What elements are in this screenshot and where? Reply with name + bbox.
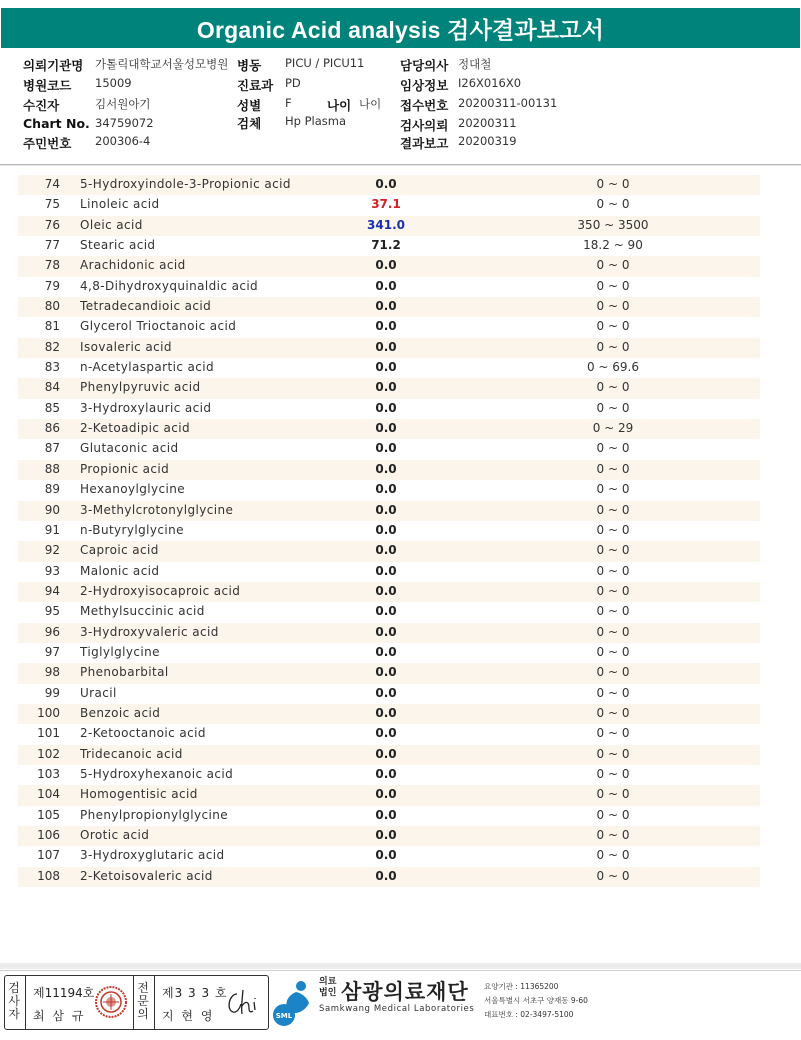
result-value: 0.0: [375, 461, 397, 476]
sml-logo-text: SML: [275, 1012, 293, 1020]
specialist-name: 지 현 영: [162, 1009, 215, 1023]
table-row: [18, 277, 760, 297]
table-row: [18, 867, 760, 887]
analyte-name: Stearic acid: [80, 238, 156, 253]
signature-box: [4, 975, 269, 1030]
sex-value: F: [285, 96, 292, 110]
reference-range: 0 ~ 0: [596, 258, 630, 273]
analyte-name: Glutaconic acid: [80, 441, 179, 456]
ward-value: PICU / PICU11: [285, 56, 365, 70]
header-divider-shadow: [0, 165, 801, 166]
row-number: 101: [37, 726, 60, 741]
footer-divider-line: [0, 970, 801, 971]
result-value: 0.0: [375, 177, 397, 191]
result-value: 37.1: [371, 197, 401, 212]
age-label: 나이: [327, 98, 352, 113]
row-number: 74: [44, 177, 60, 191]
table-row: [18, 724, 760, 744]
organization-english-name: Samkwang Medical Laboratories: [319, 1004, 475, 1014]
table-row: [18, 826, 760, 846]
reference-range: 0 ~ 0: [596, 583, 630, 598]
table-row: [18, 480, 760, 500]
hospital-code-value: 15009: [95, 76, 132, 90]
request-date-label: 검사의뢰: [400, 118, 449, 133]
reference-range: 0 ~ 0: [596, 828, 630, 842]
row-number: 85: [44, 400, 60, 415]
reference-range: 0 ~ 0: [596, 665, 630, 680]
results-table: [18, 175, 760, 887]
reference-range: 0 ~ 29: [592, 421, 634, 436]
result-value: 0.0: [375, 522, 397, 537]
row-number: 99: [44, 685, 60, 700]
specimen-value: Hp Plasma: [285, 114, 347, 128]
table-row: [18, 419, 760, 439]
report-date-label: 결과보고: [400, 136, 449, 151]
reference-range: 0 ~ 0: [596, 705, 630, 720]
org-type-label: [319, 977, 336, 999]
result-value: 0.0: [375, 828, 397, 842]
result-value: 0.0: [375, 766, 397, 781]
row-number: 98: [44, 665, 60, 680]
analyte-name: 2-Hydroxyisocaproic acid: [80, 583, 241, 598]
analyte-name: 2-Ketoadipic acid: [80, 421, 191, 436]
analyte-name: Oleic acid: [80, 217, 143, 232]
result-value: 0.0: [375, 685, 397, 700]
row-number: 100: [37, 705, 60, 720]
row-number: 105: [37, 807, 60, 822]
specimen-label: 검체: [237, 116, 262, 131]
report-date-value: 20200319: [458, 134, 517, 148]
resident-no-value: 200306-4: [95, 134, 151, 148]
analyte-name: Isovaleric acid: [80, 339, 172, 354]
age-value: 나이: [359, 97, 382, 111]
row-number: 93: [44, 563, 60, 578]
signature-separator: [154, 976, 155, 1029]
reference-range: 0 ~ 0: [596, 563, 630, 578]
analyte-name: n-Butyrylglycine: [80, 522, 184, 537]
examiner-seal-icon: [94, 985, 128, 1019]
table-row: [18, 663, 760, 683]
row-number: 78: [44, 258, 60, 273]
table-row: [18, 785, 760, 805]
analyte-name: 2-Ketoisovaleric acid: [80, 868, 213, 883]
receipt-no-label: 접수번호: [400, 98, 449, 113]
reference-range: 350 ~ 3500: [577, 217, 649, 232]
table-row: [18, 562, 760, 582]
result-value: 0.0: [375, 441, 397, 456]
examiner-license-no: 제11194호: [33, 986, 95, 1000]
result-value: 0.0: [375, 502, 397, 517]
table-row: [18, 460, 760, 480]
row-number: 106: [37, 828, 60, 842]
result-value: 0.0: [375, 624, 397, 639]
reference-range: 0 ~ 0: [596, 441, 630, 456]
chart-no-value: 34759072: [95, 116, 154, 130]
specialist-signature-icon: [223, 986, 263, 1020]
analyte-name: n-Acetylaspartic acid: [80, 360, 215, 375]
analyte-name: 3-Hydroxyglutaric acid: [80, 848, 225, 863]
table-row: [18, 704, 760, 724]
analyte-name: Hexanoylglycine: [80, 482, 186, 497]
reference-range: 0 ~ 0: [596, 644, 630, 659]
table-row: [18, 358, 760, 378]
report-title: Organic Acid analysis 검사결과보고서: [1, 8, 800, 48]
row-number: 82: [44, 339, 60, 354]
row-number: 95: [44, 604, 60, 619]
reference-range: 0 ~ 0: [596, 685, 630, 700]
org-type-line1: 의료: [319, 977, 337, 987]
analyte-name: 3-Hydroxyvaleric acid: [80, 624, 219, 639]
doctor-value: 정대철: [458, 57, 492, 71]
table-row: [18, 256, 760, 276]
table-row: [18, 541, 760, 561]
footer-divider: [0, 963, 801, 969]
row-number: 90: [44, 502, 60, 517]
row-number: 102: [37, 746, 60, 761]
reference-range: 0 ~ 0: [596, 197, 630, 212]
analyte-name: 3-Hydroxylauric acid: [80, 400, 212, 415]
row-number: 92: [44, 543, 60, 558]
row-number: 84: [44, 380, 60, 395]
result-value: 0.0: [375, 807, 397, 822]
sex-label: 성별: [237, 98, 262, 113]
result-value: 0.0: [375, 746, 397, 761]
result-value: 0.0: [375, 787, 397, 802]
reference-range: 0 ~ 0: [596, 868, 630, 883]
reference-range: 0 ~ 0: [596, 299, 630, 314]
analyte-name: 3-Methylcrotonylglycine: [80, 502, 234, 517]
row-number: 79: [44, 278, 60, 293]
sml-logo-icon: [271, 977, 317, 1031]
institution-label: 의뢰기관명: [23, 58, 84, 73]
reference-range: 0 ~ 0: [596, 339, 630, 354]
analyte-name: Arachidonic acid: [80, 258, 186, 273]
result-value: 0.0: [375, 339, 397, 354]
hospital-code-label: 병원코드: [23, 78, 72, 93]
table-row: [18, 195, 760, 215]
result-value: 0.0: [375, 644, 397, 659]
specialist-vertical-label: 전문의: [137, 981, 149, 1021]
analyte-name: 5-Hydroxyindole-3-Propionic acid: [80, 177, 291, 191]
reference-range: 0 ~ 69.6: [586, 360, 640, 375]
patient-info-section: [0, 52, 801, 164]
reference-range: 0 ~ 0: [596, 726, 630, 741]
organization-address: 서울특별시 서초구 양재동 9-60: [484, 996, 588, 1005]
table-row: [18, 236, 760, 256]
result-value: 0.0: [375, 400, 397, 415]
resident-no-label: 주민번호: [23, 136, 72, 151]
result-value: 0.0: [375, 665, 397, 680]
result-value: 71.2: [371, 238, 401, 253]
ward-label: 병동: [237, 58, 262, 73]
patient-label: 수진자: [23, 98, 60, 113]
result-value: 341.0: [367, 217, 405, 232]
table-row: [18, 602, 760, 622]
reference-range: 0 ~ 0: [596, 461, 630, 476]
department-value: PD: [285, 76, 301, 90]
analyte-name: Benzoic acid: [80, 705, 161, 720]
reference-range: 0 ~ 0: [596, 604, 630, 619]
analyte-name: Methylsuccinic acid: [80, 604, 205, 619]
row-number: 108: [37, 868, 60, 883]
result-value: 0.0: [375, 278, 397, 293]
reference-range: 18.2 ~ 90: [583, 238, 643, 253]
result-value: 0.0: [375, 848, 397, 863]
result-value: 0.0: [375, 705, 397, 720]
row-number: 94: [44, 583, 60, 598]
result-value: 0.0: [375, 258, 397, 273]
examiner-name: 최 삼 규: [33, 1009, 86, 1023]
row-number: 97: [44, 644, 60, 659]
department-label: 진료과: [237, 78, 274, 93]
result-value: 0.0: [375, 482, 397, 497]
reference-range: 0 ~ 0: [596, 482, 630, 497]
row-number: 83: [44, 360, 60, 375]
reference-range: 0 ~ 0: [596, 543, 630, 558]
analyte-name: Caproic acid: [80, 543, 159, 558]
row-number: 104: [37, 787, 60, 802]
reference-range: 0 ~ 0: [596, 380, 630, 395]
analyte-name: Tridecanoic acid: [80, 746, 183, 761]
row-number: 91: [44, 522, 60, 537]
analyte-name: 4,8-Dihydroxyquinaldic acid: [80, 278, 259, 293]
analyte-name: Homogentisic acid: [80, 787, 198, 802]
signature-separator: [133, 976, 134, 1029]
reference-range: 0 ~ 0: [596, 278, 630, 293]
reference-range: 0 ~ 0: [596, 502, 630, 517]
row-number: 81: [44, 319, 60, 334]
receipt-no-value: 20200311-00131: [458, 96, 558, 110]
table-row: [18, 765, 760, 785]
row-number: 75: [44, 197, 60, 212]
institution-value: 가톨릭대학교서울성모병원: [95, 57, 229, 71]
analyte-name: 5-Hydroxyhexanoic acid: [80, 766, 234, 781]
analyte-name: Phenylpyruvic acid: [80, 380, 201, 395]
table-row: [18, 216, 760, 236]
table-row: [18, 643, 760, 663]
analyte-name: Phenylpropionylglycine: [80, 807, 229, 822]
result-value: 0.0: [375, 319, 397, 334]
table-row: [18, 297, 760, 317]
request-date-value: 20200311: [458, 116, 517, 130]
result-value: 0.0: [375, 360, 397, 375]
doctor-label: 담당의사: [400, 58, 449, 73]
row-number: 80: [44, 299, 60, 314]
analyte-name: Orotic acid: [80, 828, 150, 842]
row-number: 76: [44, 217, 60, 232]
result-value: 0.0: [375, 299, 397, 314]
table-row: [18, 582, 760, 602]
table-row: [18, 399, 760, 419]
table-row: [18, 175, 760, 195]
institution-code: 요양기관 : 11365200: [484, 982, 559, 991]
reference-range: 0 ~ 0: [596, 766, 630, 781]
result-value: 0.0: [375, 726, 397, 741]
result-value: 0.0: [375, 380, 397, 395]
row-number: 77: [44, 238, 60, 253]
row-number: 88: [44, 461, 60, 476]
row-number: 96: [44, 624, 60, 639]
table-row: [18, 521, 760, 541]
chart-no-label: Chart No.: [23, 116, 90, 131]
reference-range: 0 ~ 0: [596, 807, 630, 822]
organization-phone: 대표번호 : 02-3497-5100: [484, 1010, 574, 1019]
analyte-name: Malonic acid: [80, 563, 160, 578]
analyte-name: Tetradecandioic acid: [80, 299, 212, 314]
result-value: 0.0: [375, 868, 397, 883]
row-number: 103: [37, 766, 60, 781]
specialist-license-no: 제3 3 3 호: [162, 986, 228, 1000]
result-value: 0.0: [375, 563, 397, 578]
table-row: [18, 501, 760, 521]
patient-value: 김서원아기: [95, 97, 151, 111]
result-value: 0.0: [375, 583, 397, 598]
analyte-name: Propionic acid: [80, 461, 170, 476]
table-row: [18, 439, 760, 459]
table-row: [18, 684, 760, 704]
reference-range: 0 ~ 0: [596, 319, 630, 334]
analyte-name: 2-Ketooctanoic acid: [80, 726, 206, 741]
reference-range: 0 ~ 0: [596, 746, 630, 761]
row-number: 87: [44, 441, 60, 456]
result-value: 0.0: [375, 421, 397, 436]
organization-name: 삼광의료재단: [341, 980, 469, 1004]
reference-range: 0 ~ 0: [596, 624, 630, 639]
reference-range: 0 ~ 0: [596, 848, 630, 863]
result-value: 0.0: [375, 543, 397, 558]
row-number: 86: [44, 421, 60, 436]
analyte-name: Phenobarbital: [80, 665, 169, 680]
analyte-name: Glycerol Trioctanoic acid: [80, 319, 237, 334]
table-row: [18, 378, 760, 398]
reference-range: 0 ~ 0: [596, 400, 630, 415]
clinical-info-label: 임상정보: [400, 78, 449, 93]
table-row: [18, 317, 760, 337]
row-number: 107: [37, 848, 60, 863]
examiner-vertical-label: 검사자: [8, 981, 20, 1021]
reference-range: 0 ~ 0: [596, 522, 630, 537]
signature-separator: [25, 976, 26, 1029]
analyte-name: Uracil: [80, 685, 117, 700]
table-row: [18, 846, 760, 866]
table-row: [18, 745, 760, 765]
table-row: [18, 623, 760, 643]
analyte-name: Linoleic acid: [80, 197, 160, 212]
row-number: 89: [44, 482, 60, 497]
clinical-info-value: I26X016X0: [458, 76, 522, 90]
table-row: [18, 806, 760, 826]
reference-range: 0 ~ 0: [596, 177, 630, 191]
reference-range: 0 ~ 0: [596, 787, 630, 802]
result-value: 0.0: [375, 604, 397, 619]
analyte-name: Tiglylglycine: [80, 644, 160, 659]
org-type-line2: 법인: [319, 988, 337, 998]
table-row: [18, 338, 760, 358]
